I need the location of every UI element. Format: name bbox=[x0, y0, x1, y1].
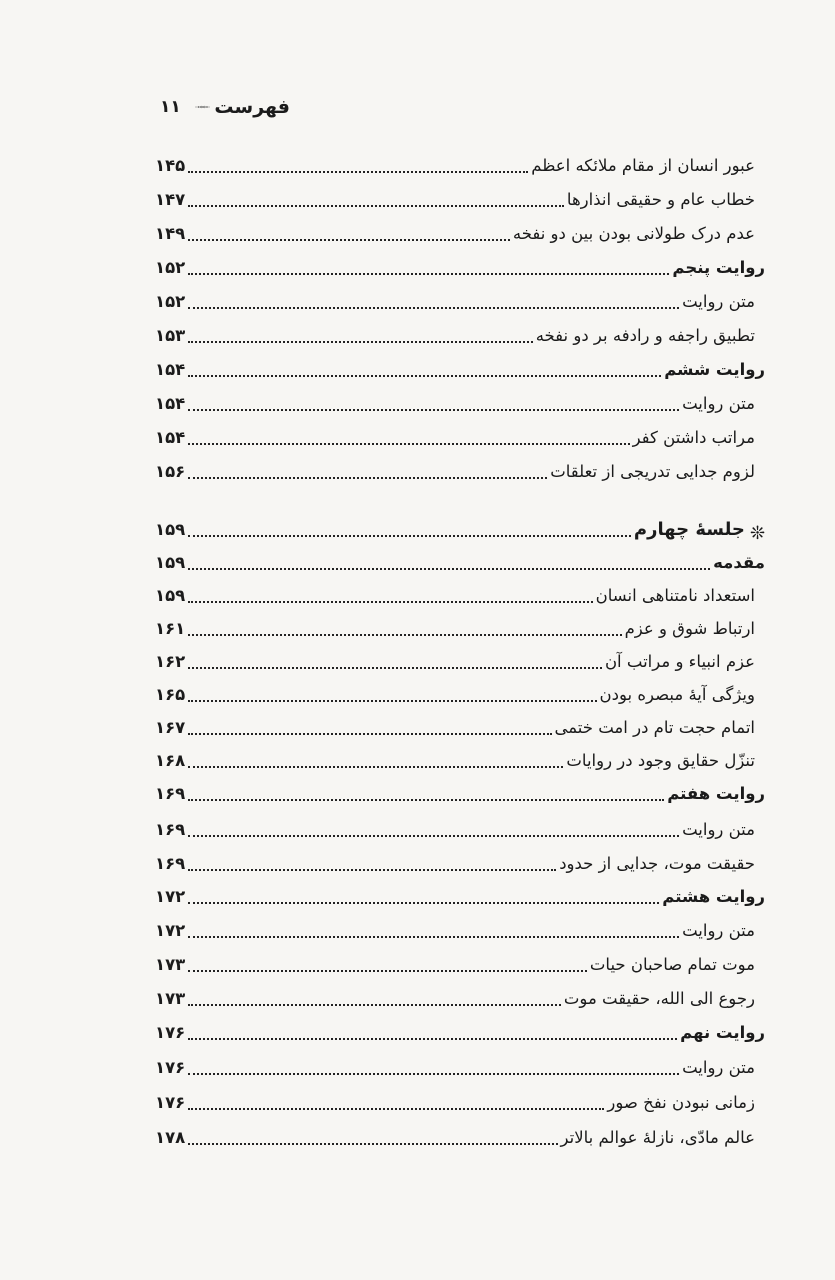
toc-entry[interactable] bbox=[155, 150, 765, 180]
toc-entry-title: رجوع الی الله، حقیقت موت bbox=[563, 989, 755, 1008]
toc-entry-title: ویژگی آیهٔ مبصره بودن bbox=[599, 685, 755, 704]
dot-leader bbox=[188, 340, 532, 343]
toc-entry-title: مراتب داشتن کفر bbox=[632, 428, 755, 447]
toc-entry-page: ۱۶۸ bbox=[155, 751, 186, 770]
toc-entry-page: ۱۶۵ bbox=[155, 685, 186, 704]
header-title: فهرست bbox=[214, 96, 290, 118]
toc-entry-title: عدم درک طولانی بودن بین دو نفخه bbox=[512, 224, 755, 243]
dot-leader bbox=[188, 969, 587, 972]
page-number: ۱۱ bbox=[160, 97, 181, 117]
toc-entry-title: حقیقت موت، جدایی از حدود bbox=[559, 854, 755, 873]
toc-entry[interactable] bbox=[155, 580, 765, 610]
toc-entry[interactable] bbox=[155, 646, 765, 676]
toc-entry[interactable] bbox=[155, 422, 765, 452]
dot-leader bbox=[188, 374, 661, 377]
toc-entry[interactable] bbox=[155, 848, 765, 878]
toc-entry-page: ۱۶۹ bbox=[155, 784, 186, 803]
toc-entry[interactable] bbox=[155, 613, 765, 643]
toc-entry-page: ۱۵۹ bbox=[155, 586, 186, 605]
dot-leader bbox=[188, 238, 510, 241]
asterisk-star-icon: ❊ bbox=[749, 523, 765, 544]
toc-entry[interactable] bbox=[155, 881, 765, 911]
toc-entry-title: ارتباط شوق و عزم bbox=[624, 619, 755, 638]
toc-entry[interactable] bbox=[155, 252, 765, 282]
dot-leader bbox=[188, 204, 564, 207]
toc-entry[interactable] bbox=[155, 745, 765, 775]
toc-entry[interactable] bbox=[155, 915, 765, 945]
dot-leader bbox=[188, 633, 621, 636]
toc-entry-title: روایت ششم bbox=[664, 360, 765, 379]
toc-entry-title: متن روایت bbox=[682, 820, 755, 839]
toc-entry-title: متن روایت bbox=[682, 921, 755, 940]
dot-leader bbox=[188, 1072, 679, 1075]
toc-entry-page: ۱۵۹ bbox=[155, 520, 186, 539]
toc-entry-page: ۱۷۳ bbox=[155, 955, 186, 974]
toc-entry-title: خطاب عام و حقیقی انذارها bbox=[566, 190, 755, 209]
toc-entry-title: موت تمام صاحبان حیات bbox=[589, 955, 755, 974]
toc-entry-title: عبور انسان از مقام ملائکه اعظم bbox=[531, 156, 755, 175]
toc-entry-session[interactable] bbox=[155, 514, 765, 544]
toc-entry-page: ۱۵۲ bbox=[155, 292, 186, 311]
toc-entry-title: متن روایت bbox=[682, 394, 755, 413]
toc-entry-page: ۱۷۶ bbox=[155, 1093, 186, 1112]
toc-entry-page: ۱۷۲ bbox=[155, 887, 186, 906]
dot-leader bbox=[188, 935, 679, 938]
dot-leader bbox=[188, 1003, 561, 1006]
toc-entry-page: ۱۷۶ bbox=[155, 1023, 186, 1042]
toc-entry-page: ۱۷۸ bbox=[155, 1128, 186, 1147]
dot-leader bbox=[188, 1107, 604, 1110]
dot-leader bbox=[188, 732, 551, 735]
dot-leader bbox=[188, 170, 528, 173]
toc-entry[interactable] bbox=[155, 679, 765, 709]
toc-entry-title: تنزّل حقایق وجود در روایات bbox=[566, 751, 755, 770]
dot-leader bbox=[188, 306, 679, 309]
toc-entry[interactable] bbox=[155, 547, 765, 577]
dot-leader bbox=[188, 476, 547, 479]
toc-entry[interactable] bbox=[155, 218, 765, 248]
toc-entry[interactable] bbox=[155, 184, 765, 214]
toc-entry-page: ۱۴۷ bbox=[155, 190, 186, 209]
toc-entry-page: ۱۵۶ bbox=[155, 462, 186, 481]
toc-entry-page: ۱۶۲ bbox=[155, 652, 186, 671]
dot-leader bbox=[188, 901, 659, 904]
toc-entry-page: ۱۴۹ bbox=[155, 224, 186, 243]
toc-entry[interactable] bbox=[155, 814, 765, 844]
dot-leader bbox=[188, 272, 669, 275]
toc-entry[interactable] bbox=[155, 778, 765, 808]
toc-entry-title: روایت هفتم bbox=[667, 784, 765, 803]
toc-entry[interactable] bbox=[155, 1087, 765, 1117]
dot-leader bbox=[188, 567, 710, 570]
dot-leader bbox=[188, 1037, 677, 1040]
toc-entry-page: ۱۵۴ bbox=[155, 394, 186, 413]
toc-entry-page: ۱۶۹ bbox=[155, 854, 186, 873]
toc-entry-title: متن روایت bbox=[682, 292, 755, 311]
dot-leader bbox=[188, 534, 631, 537]
toc-entry-title: زمانی نبودن نفخ صور bbox=[607, 1093, 755, 1112]
dot-leader bbox=[188, 868, 556, 871]
toc-entry[interactable] bbox=[155, 1052, 765, 1082]
dot-leader bbox=[188, 600, 592, 603]
toc-entry-title: استعداد نامتناهی انسان bbox=[595, 586, 755, 605]
toc-entry[interactable] bbox=[155, 712, 765, 742]
toc-entry-title: جلسهٔ چهارم bbox=[633, 519, 745, 540]
toc-entry[interactable] bbox=[155, 388, 765, 418]
toc-entry-page: ۱۵۲ bbox=[155, 258, 186, 277]
dot-leader bbox=[188, 408, 679, 411]
toc-entry[interactable] bbox=[155, 286, 765, 316]
toc-entry-title: مقدمه bbox=[713, 553, 765, 572]
dot-leader bbox=[188, 699, 596, 702]
toc-entry[interactable] bbox=[155, 983, 765, 1013]
toc-entry[interactable] bbox=[155, 949, 765, 979]
toc-entry-page: ۱۶۷ bbox=[155, 718, 186, 737]
toc-entry-title: متن روایت bbox=[682, 1058, 755, 1077]
toc-entry-title: روایت پنجم bbox=[672, 258, 765, 277]
toc-entry[interactable] bbox=[155, 456, 765, 486]
toc-entry[interactable] bbox=[155, 354, 765, 384]
toc-entry-page: ۱۶۹ bbox=[155, 820, 186, 839]
toc-entry-title: روایت هشتم bbox=[662, 887, 765, 906]
dot-leader bbox=[188, 442, 629, 445]
toc-entry-page: ۱۵۹ bbox=[155, 553, 186, 572]
dot-leader bbox=[188, 1142, 557, 1145]
toc-entry[interactable] bbox=[155, 1122, 765, 1152]
toc-entry[interactable] bbox=[155, 1017, 765, 1047]
toc-entry-page: ۱۵۴ bbox=[155, 428, 186, 447]
toc-entry-title: عزم انبیاء و مراتب آن bbox=[604, 652, 755, 671]
toc-entry[interactable] bbox=[155, 320, 765, 350]
toc-entry-page: ۱۷۲ bbox=[155, 921, 186, 940]
toc-entry-title: روایت نهم bbox=[680, 1023, 765, 1042]
toc-entry-page: ۱۶۱ bbox=[155, 619, 186, 638]
toc-entry-page: ۱۵۳ bbox=[155, 326, 186, 345]
dot-leader bbox=[188, 834, 679, 837]
toc-entry-title: اتمام حجت تام در امت ختمی bbox=[554, 718, 755, 737]
dot-leader bbox=[188, 666, 602, 669]
dot-leader bbox=[188, 798, 664, 801]
toc-entry-title: لزوم جدایی تدریجی از تعلقات bbox=[550, 462, 755, 481]
toc-entry-title: تطبیق راجفه و رادفه بر دو نفخه bbox=[535, 326, 755, 345]
toc-entry-title: عالم مادّی، نازلهٔ عوالم بالاتر bbox=[560, 1128, 755, 1147]
toc-entry-page: ۱۷۶ bbox=[155, 1058, 186, 1077]
toc-entry-page: ۱۴۵ bbox=[155, 156, 186, 175]
dot-leader bbox=[188, 765, 563, 768]
toc-entry-page: ۱۷۳ bbox=[155, 989, 186, 1008]
toc-entry-page: ۱۵۴ bbox=[155, 360, 186, 379]
